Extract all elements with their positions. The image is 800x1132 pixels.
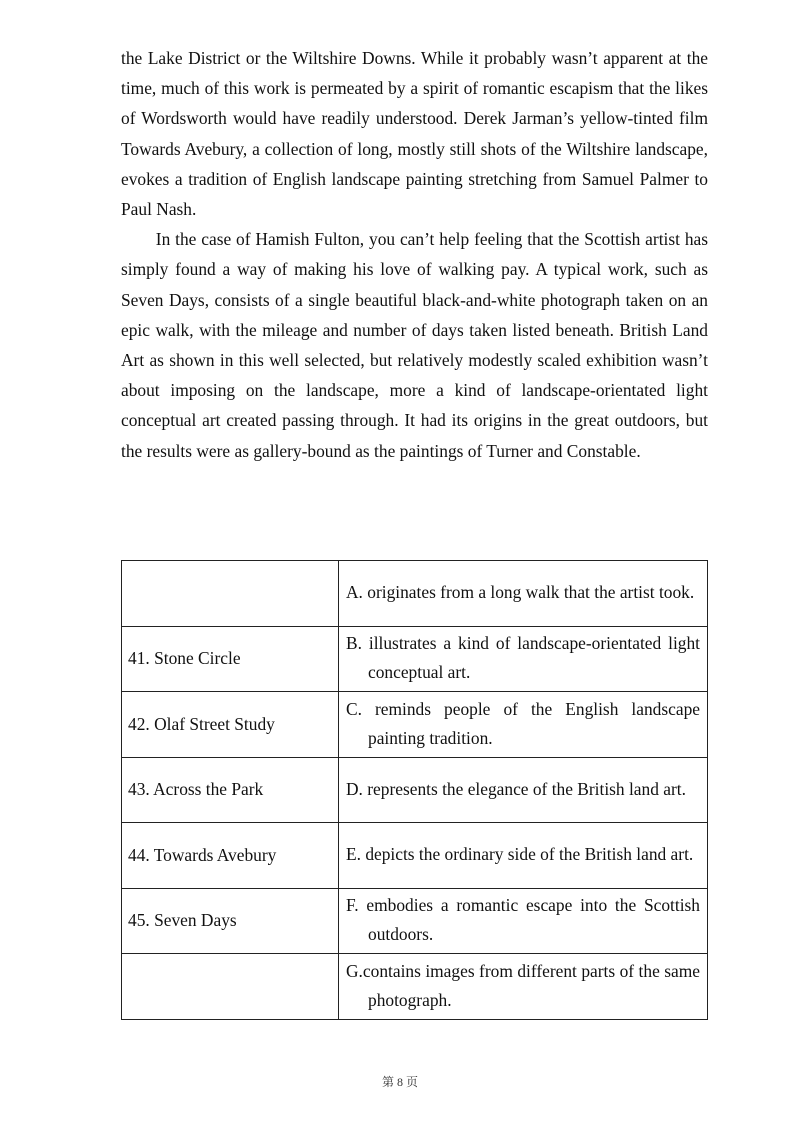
page-number: 第 8 页 [381,1075,418,1089]
matching-table [121,560,708,1020]
option-cell [339,561,708,627]
table-row [122,888,708,954]
table-row [122,561,708,627]
option-text: C. reminds people of the English landscape painting tradition. [346,698,700,748]
option-cell [339,888,708,954]
artwork-title-cell: 44. Towards Avebury [122,823,339,889]
option-cell [339,954,708,1020]
artwork-title-cell: 43. Across the Park [122,757,339,823]
option-text: D. represents the elegance of the British land art. [346,778,686,799]
option-text: A. originates from a long walk that the artist took. [346,582,695,603]
artwork-title-cell: 42. Olaf Street Study [122,692,339,758]
table-row [122,626,708,692]
artwork-title-cell: 45. Seven Days [122,888,339,954]
artwork-title-cell: 41. Stone Circle [122,626,339,692]
artwork-title-cell [122,561,339,627]
option-text: F. embodies a romantic escape into the Scottish outdoors. [346,895,700,945]
option-cell [339,757,708,823]
passage-paragraph-1: the Lake District or the Wiltshire Downs. While it probably wasn’t apparent at the time, much of this work is permeated by a spirit of romantic escapism that the likes of Wordsworth would have readily understood. Derek Jarman’s yellow-tinted film Towards Avebury, a collection of long, mostly still shots of the Wiltshire landscape, evokes a tradition of English landscape painting stretching from Samuel Palmer to Paul Nash. [121,48,708,220]
table-row [122,692,708,758]
option-cell [339,626,708,692]
option-text: G.contains images from different parts of the same photograph. [346,960,700,1010]
table-row [122,954,708,1020]
table-row [122,757,708,823]
option-text: B. illustrates a kind of landscape-orientated light conceptual art. [346,633,700,683]
table-row [122,823,708,889]
option-text: E. depicts the ordinary side of the British land art. [346,844,694,865]
option-cell [339,823,708,889]
option-cell [339,692,708,758]
reading-passage [121,43,708,466]
artwork-title-cell [122,954,339,1020]
passage-paragraph-2: In the case of Hamish Fulton, you can’t help feeling that the Scottish artist has simply found a way of making his love of walking pay. A typical work, such as Seven Days, consists of a single beautiful black-and-white photograph taken on an epic walk, with the mileage and number of days taken listed beneath. British Land Art as shown in this well selected, but relatively modestly scaled exhibition wasn’t about imposing on the landscape, more a kind of landscape-orientated light conceptual art created passing through. It had its origins in the great outdoors, but the results were as gallery-bound as the paintings of Turner and Constable. [121,229,708,461]
